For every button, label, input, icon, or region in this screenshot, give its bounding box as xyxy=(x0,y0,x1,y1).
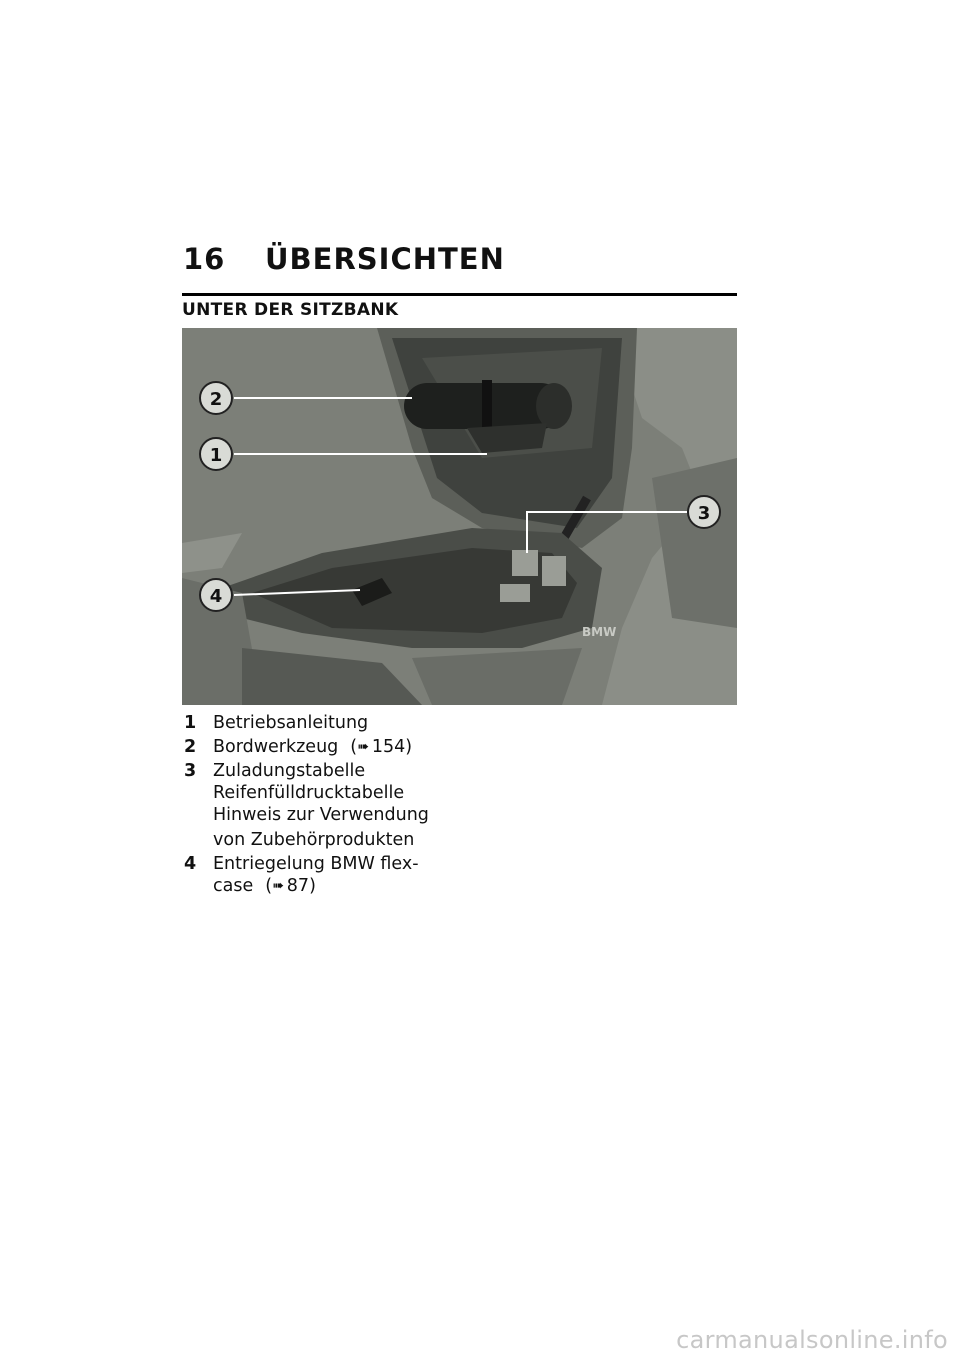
legend-text: Betriebsanleitung xyxy=(213,713,369,733)
legend-text: von Zubehörprodukten xyxy=(213,830,415,850)
legend-item-2 xyxy=(182,736,442,758)
watermark: carmanualsonline.info xyxy=(676,1326,948,1354)
heading-rule xyxy=(182,293,737,296)
under-seat-photo xyxy=(182,328,737,705)
legend-text: Bordwerkzeug xyxy=(213,737,339,757)
legend-item-1 xyxy=(182,712,442,734)
legend-list xyxy=(182,712,442,899)
section-title: UNTER DER SITZBANK xyxy=(182,300,399,320)
page-reference-link[interactable]: (➠ 154) xyxy=(350,737,413,757)
callout-2 xyxy=(200,382,232,414)
under-seat-figure xyxy=(182,328,737,705)
legend-number: 1 xyxy=(184,713,197,733)
legend-item-3 xyxy=(182,760,442,851)
legend-number: 4 xyxy=(184,854,197,874)
callout-1-label: 1 xyxy=(209,445,223,466)
chapter-heading xyxy=(183,242,505,276)
chapter-number: 16 xyxy=(183,242,226,276)
arrow-reference-icon: ➠ xyxy=(357,739,369,755)
legend-item-4 xyxy=(182,853,442,897)
callout-4-label: 4 xyxy=(209,586,223,607)
chapter-title: ÜBERSICHTEN xyxy=(265,242,505,276)
callout-3 xyxy=(688,496,720,528)
page-reference-link[interactable]: (➠ 87) xyxy=(265,876,316,896)
callout-4 xyxy=(200,579,232,611)
legend-number: 3 xyxy=(184,761,197,781)
arrow-reference-icon: ➠ xyxy=(272,878,284,894)
callout-1 xyxy=(200,438,232,470)
callout-3-label: 3 xyxy=(697,503,711,524)
callout-2-label: 2 xyxy=(209,389,223,410)
bmw-badge: BMW xyxy=(582,625,617,639)
legend-number: 2 xyxy=(184,737,197,757)
legend-text: Entriegelung BMW flex- xyxy=(213,854,419,874)
legend-text: Reifenfülldrucktabelle xyxy=(213,783,405,803)
legend-text: case xyxy=(213,876,254,896)
legend-text: Zuladungstabelle xyxy=(213,761,366,781)
page-reference: 87) xyxy=(286,876,316,896)
legend-text: Hinweis zur Verwendung xyxy=(213,805,429,825)
page-reference: 154) xyxy=(371,737,413,757)
